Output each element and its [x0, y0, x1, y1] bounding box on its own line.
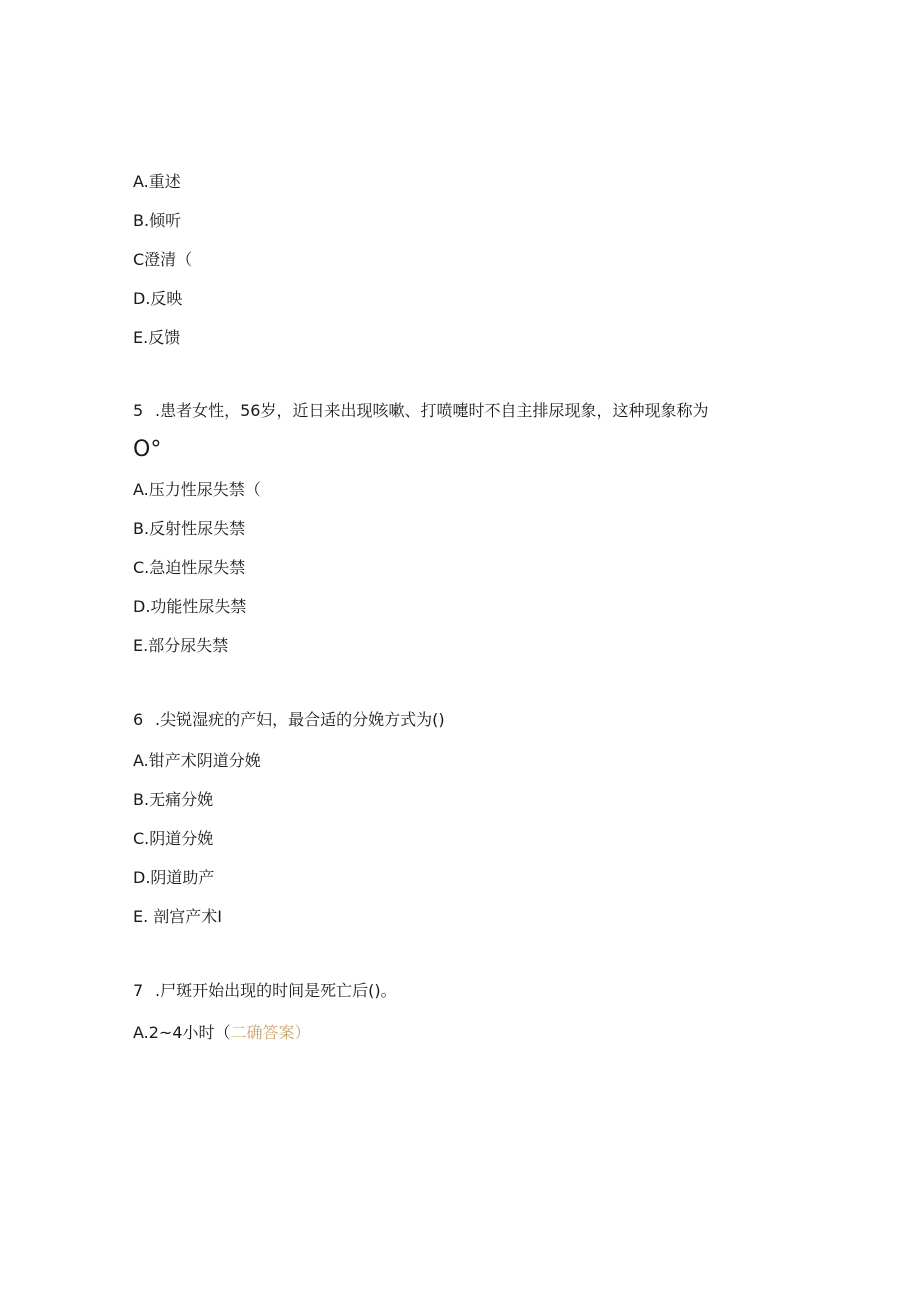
q6-stem-text: .尖锐湿疣的产妇，最合适的分娩方式为() — [155, 710, 445, 729]
q5-option-a: A.压力性尿失禁（ — [133, 480, 261, 499]
q6-number: 6 — [133, 710, 144, 729]
q5-option-d: D.功能性尿失禁 — [133, 597, 247, 616]
q5-option-e: E.部分尿失禁 — [133, 636, 229, 655]
q4-option-b: B.倾听 — [133, 211, 182, 230]
q7-stem-text: .尸斑开始出现的时间是死亡后()。 — [155, 981, 397, 1000]
q6-option-c: C.阴道分娩 — [133, 829, 214, 848]
q5-stem-text: .患者女性，56岁，近日来出现咳嗽、打喷嚏时不自主排尿现象，这种现象称为 — [155, 401, 709, 420]
q5-option-b: B.反射性尿失禁 — [133, 519, 246, 538]
q5-option-c: C.急迫性尿失禁 — [133, 558, 246, 577]
q4-option-c: C澄清（ — [133, 250, 193, 269]
q7-number: 7 — [133, 981, 144, 1000]
q4-option-d: D.反映 — [133, 289, 183, 308]
q5-stem-continuation: O° — [133, 437, 162, 462]
q5-stem — [133, 401, 708, 421]
q5-number: 5 — [133, 401, 144, 420]
q7-option-a-line — [133, 1023, 311, 1043]
q6-option-d: D.阴道助产 — [133, 868, 215, 887]
q4-option-a: A.重述 — [133, 172, 181, 191]
q6-option-e: E. 剖宫产术I — [133, 907, 223, 926]
q6-option-b: B.无痛分娩 — [133, 790, 214, 809]
q6-option-a: A.钳产术阴道分娩 — [133, 751, 261, 770]
q7-stem — [133, 981, 397, 1001]
q4-option-e: E.反馈 — [133, 328, 181, 347]
q6-stem — [133, 710, 445, 730]
answer-hint: 二确答案） — [230, 1023, 311, 1042]
q7-option-a: A.2~4小时（ — [133, 1023, 231, 1042]
